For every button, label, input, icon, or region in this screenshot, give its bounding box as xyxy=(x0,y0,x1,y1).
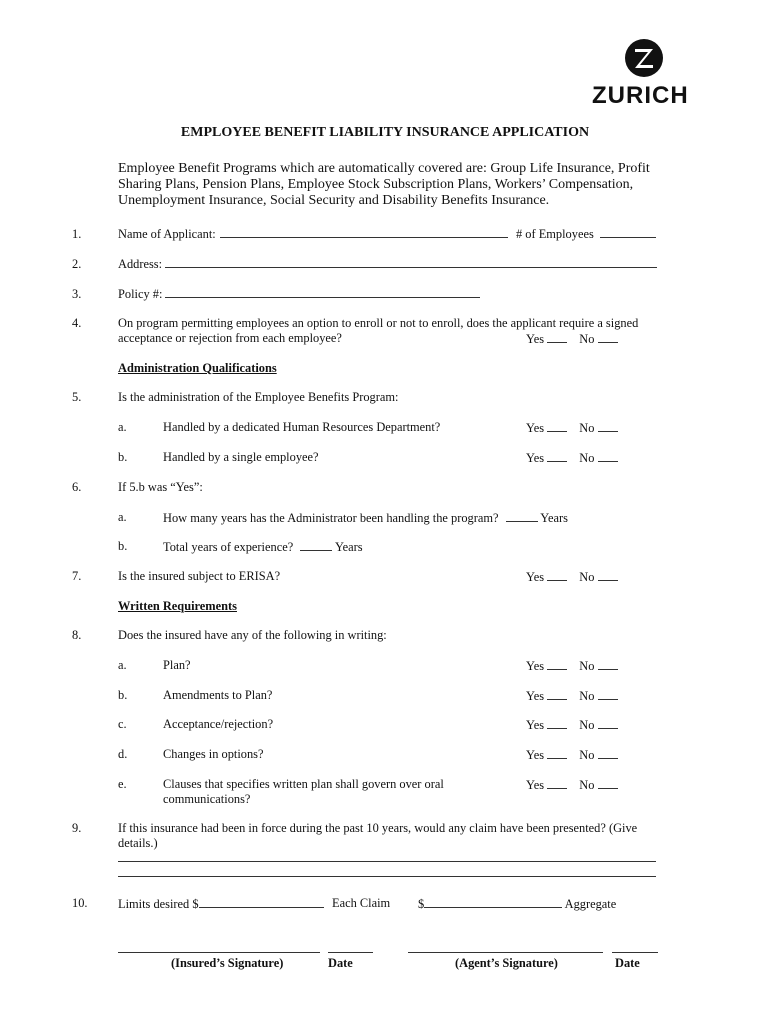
q10-aggregate: Aggregate xyxy=(564,897,617,911)
insured-signature-label: (Insured’s Signature) xyxy=(171,956,284,970)
q10-number: 10. xyxy=(72,896,88,910)
q10-aggregate-row xyxy=(418,896,616,912)
q1-label: Name of Applicant: xyxy=(118,227,216,241)
no-label: No xyxy=(579,659,595,673)
yes-label: Yes xyxy=(526,718,545,732)
no-label: No xyxy=(579,778,595,792)
q7-text: Is the insured subject to ERISA? xyxy=(118,569,281,583)
yes-blank[interactable] xyxy=(547,420,567,432)
q8d-letter: d. xyxy=(118,747,128,761)
agent-signature-line[interactable] xyxy=(408,952,603,953)
no-blank[interactable] xyxy=(598,420,618,432)
q3-label: Policy #: xyxy=(118,287,163,301)
q8c-letter: c. xyxy=(118,717,127,731)
q8d-yes-no[interactable] xyxy=(526,747,618,763)
q6b-row xyxy=(163,539,363,555)
q8-text: Does the insured have any of the following in writing: xyxy=(118,628,387,642)
no-blank[interactable] xyxy=(598,717,618,729)
q7-yes-no[interactable] xyxy=(526,569,618,585)
q8a-yes-no[interactable] xyxy=(526,658,618,674)
q6-number: 6. xyxy=(72,480,82,494)
yes-label: Yes xyxy=(526,570,545,584)
q8d-text: Changes in options? xyxy=(163,747,264,761)
q6b-letter: b. xyxy=(118,539,128,553)
yes-blank[interactable] xyxy=(547,747,567,759)
q5a-letter: a. xyxy=(118,420,127,434)
logo-wordmark: ZURICH xyxy=(592,82,689,109)
q10-each-claim: Each Claim xyxy=(332,896,391,910)
no-blank[interactable] xyxy=(598,450,618,462)
q7-number: 7. xyxy=(72,569,82,583)
no-label: No xyxy=(579,748,595,762)
each-claim-limit-field[interactable] xyxy=(199,896,324,908)
q5b-yes-no[interactable] xyxy=(526,450,618,466)
yes-label: Yes xyxy=(526,778,545,792)
q8a-text: Plan? xyxy=(163,658,191,672)
q2-label: Address: xyxy=(118,257,163,271)
yes-blank[interactable] xyxy=(547,331,567,343)
q5a-text: Handled by a dedicated Human Resources Department? xyxy=(163,420,441,434)
insured-date-line[interactable] xyxy=(328,952,373,953)
q6a-text: How many years has the Administrator been handling the program? xyxy=(163,511,499,525)
q8b-yes-no[interactable] xyxy=(526,688,618,704)
q8b-text: Amendments to Plan? xyxy=(163,688,273,702)
q6a-unit: Years xyxy=(540,511,568,525)
no-blank[interactable] xyxy=(598,688,618,700)
q9-line2: details.) xyxy=(118,836,158,850)
policy-number-field[interactable] xyxy=(165,297,480,298)
yes-label: Yes xyxy=(526,451,545,465)
q10-label: Limits desired $ xyxy=(118,897,199,911)
q1-number: 1. xyxy=(72,227,82,241)
form-title: EMPLOYEE BENEFIT LIABILITY INSURANCE APPLICATION xyxy=(180,125,590,140)
yes-blank[interactable] xyxy=(547,658,567,670)
no-label: No xyxy=(579,451,595,465)
no-blank[interactable] xyxy=(598,658,618,670)
yes-blank[interactable] xyxy=(547,777,567,789)
insured-signature-line[interactable] xyxy=(118,952,320,953)
q6b-text: Total years of experience? xyxy=(163,540,294,554)
employees-count-field[interactable] xyxy=(600,237,656,238)
q8e-text-line2: communications? xyxy=(163,792,251,806)
yes-blank[interactable] xyxy=(547,569,567,581)
no-label: No xyxy=(579,421,595,435)
q5b-letter: b. xyxy=(118,450,128,464)
no-blank[interactable] xyxy=(598,747,618,759)
yes-label: Yes xyxy=(526,689,545,703)
insured-date-label: Date xyxy=(328,956,353,970)
claim-details-line-1[interactable] xyxy=(118,861,656,862)
intro-paragraph: Employee Benefit Programs which are automatically covered are: Group Life Insurance, Profit Sharing Plans, Pension Plans, Employee Stock Subscription Plans, Workers’ Compensation, Unemployment Insurance, Social Security and Disability Benefits Insurance. xyxy=(118,161,650,208)
q3-number: 3. xyxy=(72,287,82,301)
yes-label: Yes xyxy=(526,332,545,346)
agent-date-label: Date xyxy=(615,956,640,970)
yes-blank[interactable] xyxy=(547,717,567,729)
q6b-unit: Years xyxy=(334,540,363,554)
section-written-requirements: Written Requirements xyxy=(118,599,237,613)
claim-details-line-2[interactable] xyxy=(118,876,656,877)
q6a-row xyxy=(163,510,568,526)
q8e-yes-no[interactable] xyxy=(526,777,618,793)
no-label: No xyxy=(579,570,595,584)
q8b-letter: b. xyxy=(118,688,128,702)
q5-text: Is the administration of the Employee Benefits Program: xyxy=(118,390,399,404)
yes-blank[interactable] xyxy=(547,688,567,700)
agent-signature-label: (Agent’s Signature) xyxy=(455,956,558,970)
section-administration-qualifications: Administration Qualifications xyxy=(118,361,277,375)
no-blank[interactable] xyxy=(598,331,618,343)
q5b-text: Handled by a single employee? xyxy=(163,450,319,464)
q4-number: 4. xyxy=(72,316,82,330)
no-label: No xyxy=(579,332,595,346)
q10-dollar: $ xyxy=(418,897,425,911)
experience-years-field[interactable] xyxy=(300,539,332,551)
q8-number: 8. xyxy=(72,628,82,642)
q8c-yes-no[interactable] xyxy=(526,717,618,733)
no-label: No xyxy=(579,718,595,732)
yes-blank[interactable] xyxy=(547,450,567,462)
yes-label: Yes xyxy=(526,748,545,762)
q8e-letter: e. xyxy=(118,777,127,791)
q10-limits-row xyxy=(118,896,324,912)
q5a-yes-no[interactable] xyxy=(526,420,618,436)
q1-employees-label: # of Employees xyxy=(516,227,594,241)
zurich-z-emblem-icon xyxy=(624,38,664,78)
yes-label: Yes xyxy=(526,659,545,673)
yes-label: Yes xyxy=(526,421,545,435)
agent-date-line[interactable] xyxy=(612,952,658,953)
address-field[interactable] xyxy=(165,267,657,268)
q5-number: 5. xyxy=(72,390,82,404)
q4-line2: acceptance or rejection from each employee? xyxy=(118,331,342,345)
q8e-text: Clauses that specifies written plan shall govern over oral xyxy=(163,777,444,791)
no-blank[interactable] xyxy=(598,569,618,581)
q6-text: If 5.b was “Yes”: xyxy=(118,480,203,494)
admin-years-field[interactable] xyxy=(506,510,538,522)
aggregate-limit-field[interactable] xyxy=(424,896,562,908)
no-blank[interactable] xyxy=(598,777,618,789)
q8a-letter: a. xyxy=(118,658,127,672)
zurich-logo xyxy=(592,38,702,112)
q4-yes-no[interactable] xyxy=(526,331,618,347)
q9-line1: If this insurance had been in force during the past 10 years, would any claim have been presented? (Give xyxy=(118,821,638,835)
q6a-letter: a. xyxy=(118,510,127,524)
q9-number: 9. xyxy=(72,821,82,835)
applicant-name-field[interactable] xyxy=(220,237,508,238)
q4-line1: On program permitting employees an option to enroll or not to enroll, does the applicant require a signed xyxy=(118,316,639,330)
q8c-text: Acceptance/rejection? xyxy=(163,717,274,731)
q2-number: 2. xyxy=(72,257,82,271)
no-label: No xyxy=(579,689,595,703)
